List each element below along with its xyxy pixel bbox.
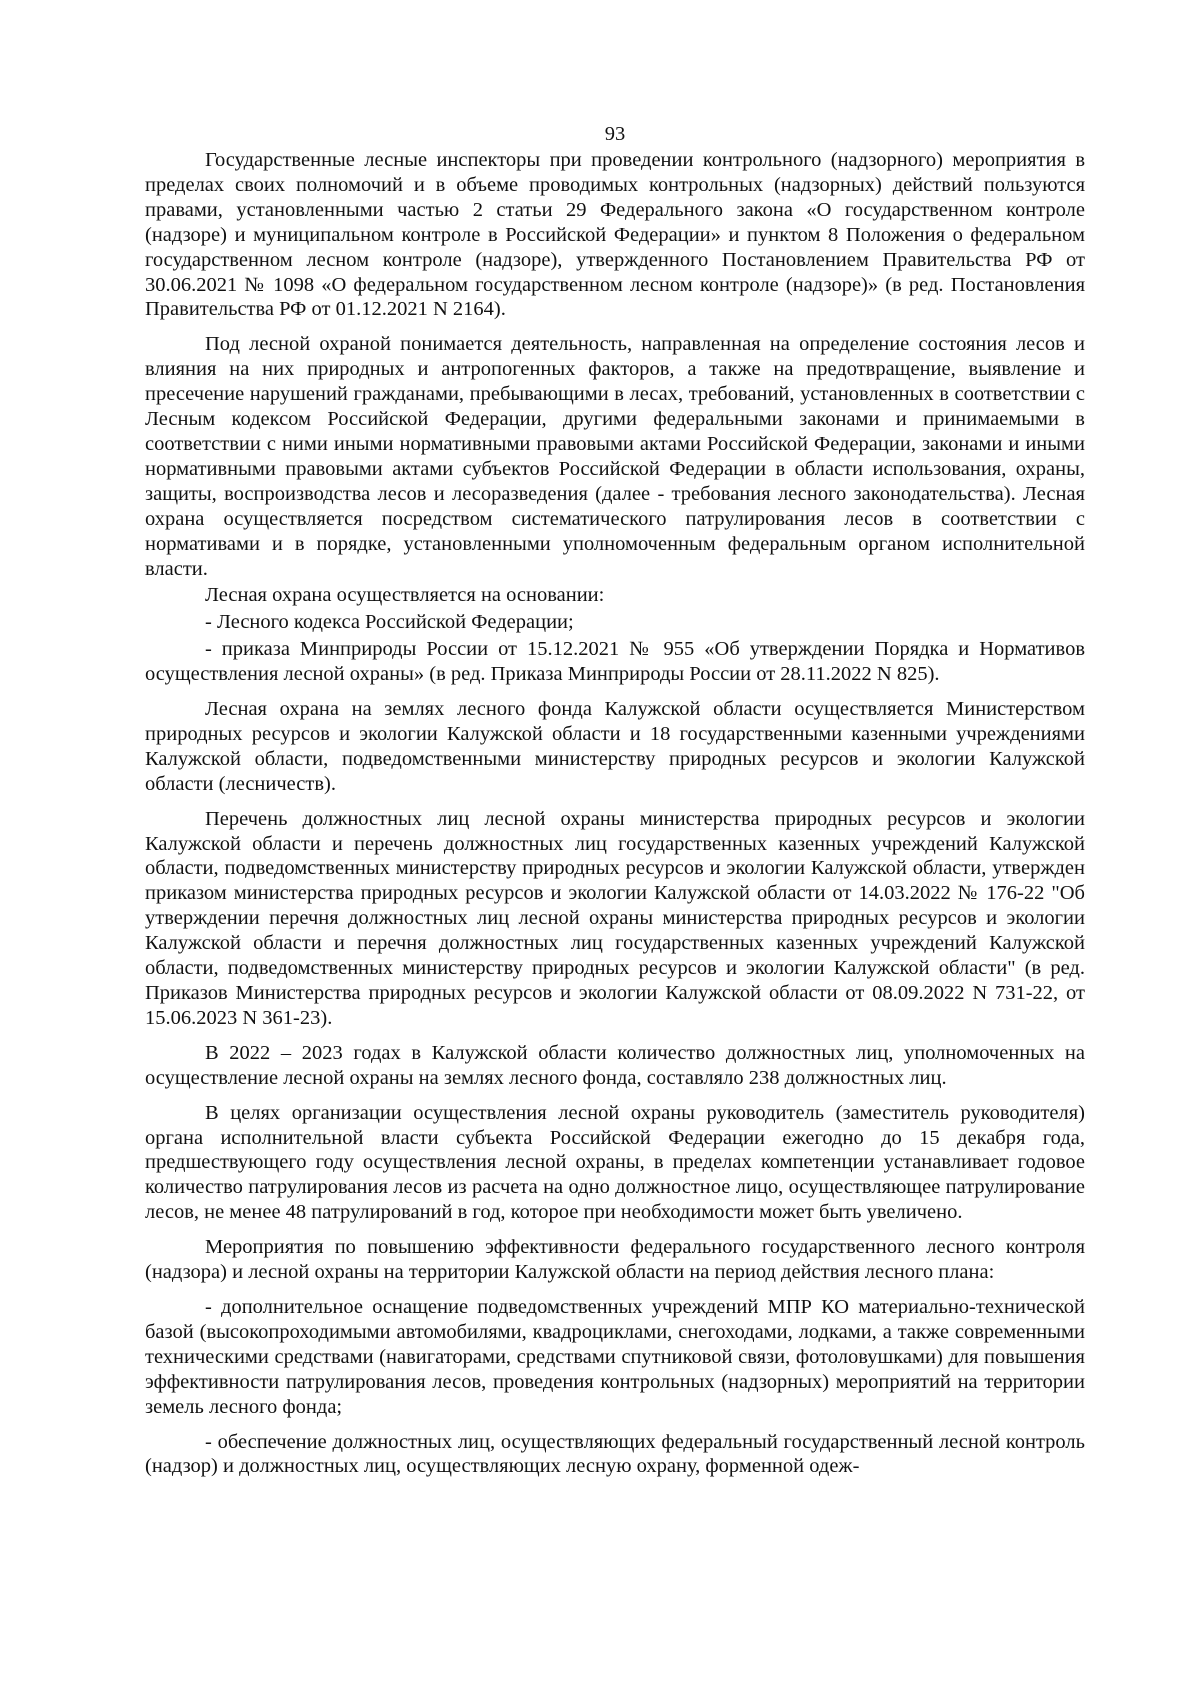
page-number: 93 xyxy=(604,123,626,145)
list-item-forest-code: - Лесного кодекса Российской Федерации; xyxy=(205,611,574,634)
paragraph-patrol-quota: В целях организации осуществления лесной охраны руководитель (заместитель руководителя) органа исполнительной власти субъекта Российской Федерации ежегодно до 15 декабря года, предшествующего году осуществления лесной охраны, в пределах компетенции устанавливает годовое количество патрулирования лесов из расчета на одно должностное лицо, осуществляющее патрулирование лесов, не менее 48 патрулирований в год, которое при необходимости может быть увеличено. xyxy=(145,1101,1085,1224)
list-item-uniforms: - обеспечение должностных лиц, осуществляющих федеральный государственный лесной контроль (надзор) и должностных лиц, осуществляющих лесную охрану, форменной одеж- xyxy=(145,1430,1085,1478)
paragraph-inspectors-rights: Государственные лесные инспекторы при проведении контрольного (надзорного) мероприятия в пределах своих полномочий и в объеме проводимых контрольных (надзорных) действий пользуются правами, установленными частью 2 статьи 29 Федерального закона «О государственном контроле (надзоре) и муниципальном контроле в Российской Федерации» и пунктом 8 Положения о федеральном государственном лесном контроле (надзоре), утвержденного Постановлением Правительства РФ от 30.06.2021 № 1098 «О федеральном государственном лесном контроле (надзоре)» (в ред. Постановления Правительства РФ от 01.12.2021 N 2164). xyxy=(145,149,1085,321)
paragraph-legal-basis-intro: Лесная охрана осуществляется на основании: xyxy=(205,584,605,607)
paragraph-officials-list: Перечень должностных лиц лесной охраны министерства природных ресурсов и экологии Калужской области и перечень должностных лиц государственных казенных учреждений Калужской области, подведомственных министерству природных ресурсов и экологии Калужской области, утвержден приказом министерства природных ресурсов и экологии Калужской области от 14.03.2022 № 176-22 "Об утверждении перечня должностных лиц лесной охраны министерства природных ресурсов и экологии Калужской области и перечня должностных лиц государственных казенных учреждений Калужской области, подведомственных министерству природных ресурсов и экологии Калужской области" (в ред. Приказов Министерства природных ресурсов и экологии Калужской области от 08.09.2022 N 731-22, от 15.06.2023 N 361-23). xyxy=(145,807,1085,1029)
paragraph-kaluga-forest-protection: Лесная охрана на землях лесного фонда Калужской области осуществляется Министерством природных ресурсов и экологии Калужской области и 18 государственными казенными учреждениями Калужской области, подведомственными министерству природных ресурсов и экологии Калужской области (лесничеств). xyxy=(145,698,1085,795)
list-item-equipment: - дополнительное оснащение подведомственных учреждений МПР КО материально-технической базой (высокопроходимыми автомобилями, квадроциклами, снегоходами, лодками, а также современными техническими средствами (навигаторами, средствами спутниковой связи, фотоловушками) для повышения эффективности патрулирования лесов, проведения контрольных (надзорных) мероприятий на территории земель лесного фонда; xyxy=(145,1295,1085,1418)
paragraph-measures-intro: Мероприятия по повышению эффективности федерального государственного лесного контроля (надзора) и лесной охраны на территории Калужской области на период действия лесного плана: xyxy=(145,1236,1085,1284)
paragraph-forest-protection-definition: Под лесной охраной понимается деятельность, направленная на определение состояния лесов и влияния на них природных и антропогенных факторов, а также на предотвращение, выявление и пресечение нарушений гражданами, пребывающими в лесах, требований, установленных в соответствии с Лесным кодексом Российской Федерации, другими федеральными законами и принимаемыми в соответствии с ними иными нормативными правовыми актами Российской Федерации, законами и иными нормативными правовыми актами субъектов Российской Федерации в области использования, охраны, защиты, воспроизводства лесов и лесоразведения (далее - требования лесного законодательства). Лесная охрана осуществляется посредством систематического патрулирования лесов в соответствии с нормативами и в порядке, установленными уполномоченным федеральным органом исполнительной власти. xyxy=(145,333,1085,580)
list-item-ministry-order: - приказа Минприроды России от 15.12.2021 № 955 «Об утверждении Порядка и Нормативов осуществления лесной охраны» (в ред. Приказа Минприроды России от 28.11.2022 N 825). xyxy=(145,638,1085,686)
paragraph-officials-count: В 2022 – 2023 годах в Калужской области количество должностных лиц, уполномоченных на осуществление лесной охраны на землях лесного фонда, составляло 238 должностных лиц. xyxy=(145,1041,1085,1089)
document-page xyxy=(145,122,1085,1481)
